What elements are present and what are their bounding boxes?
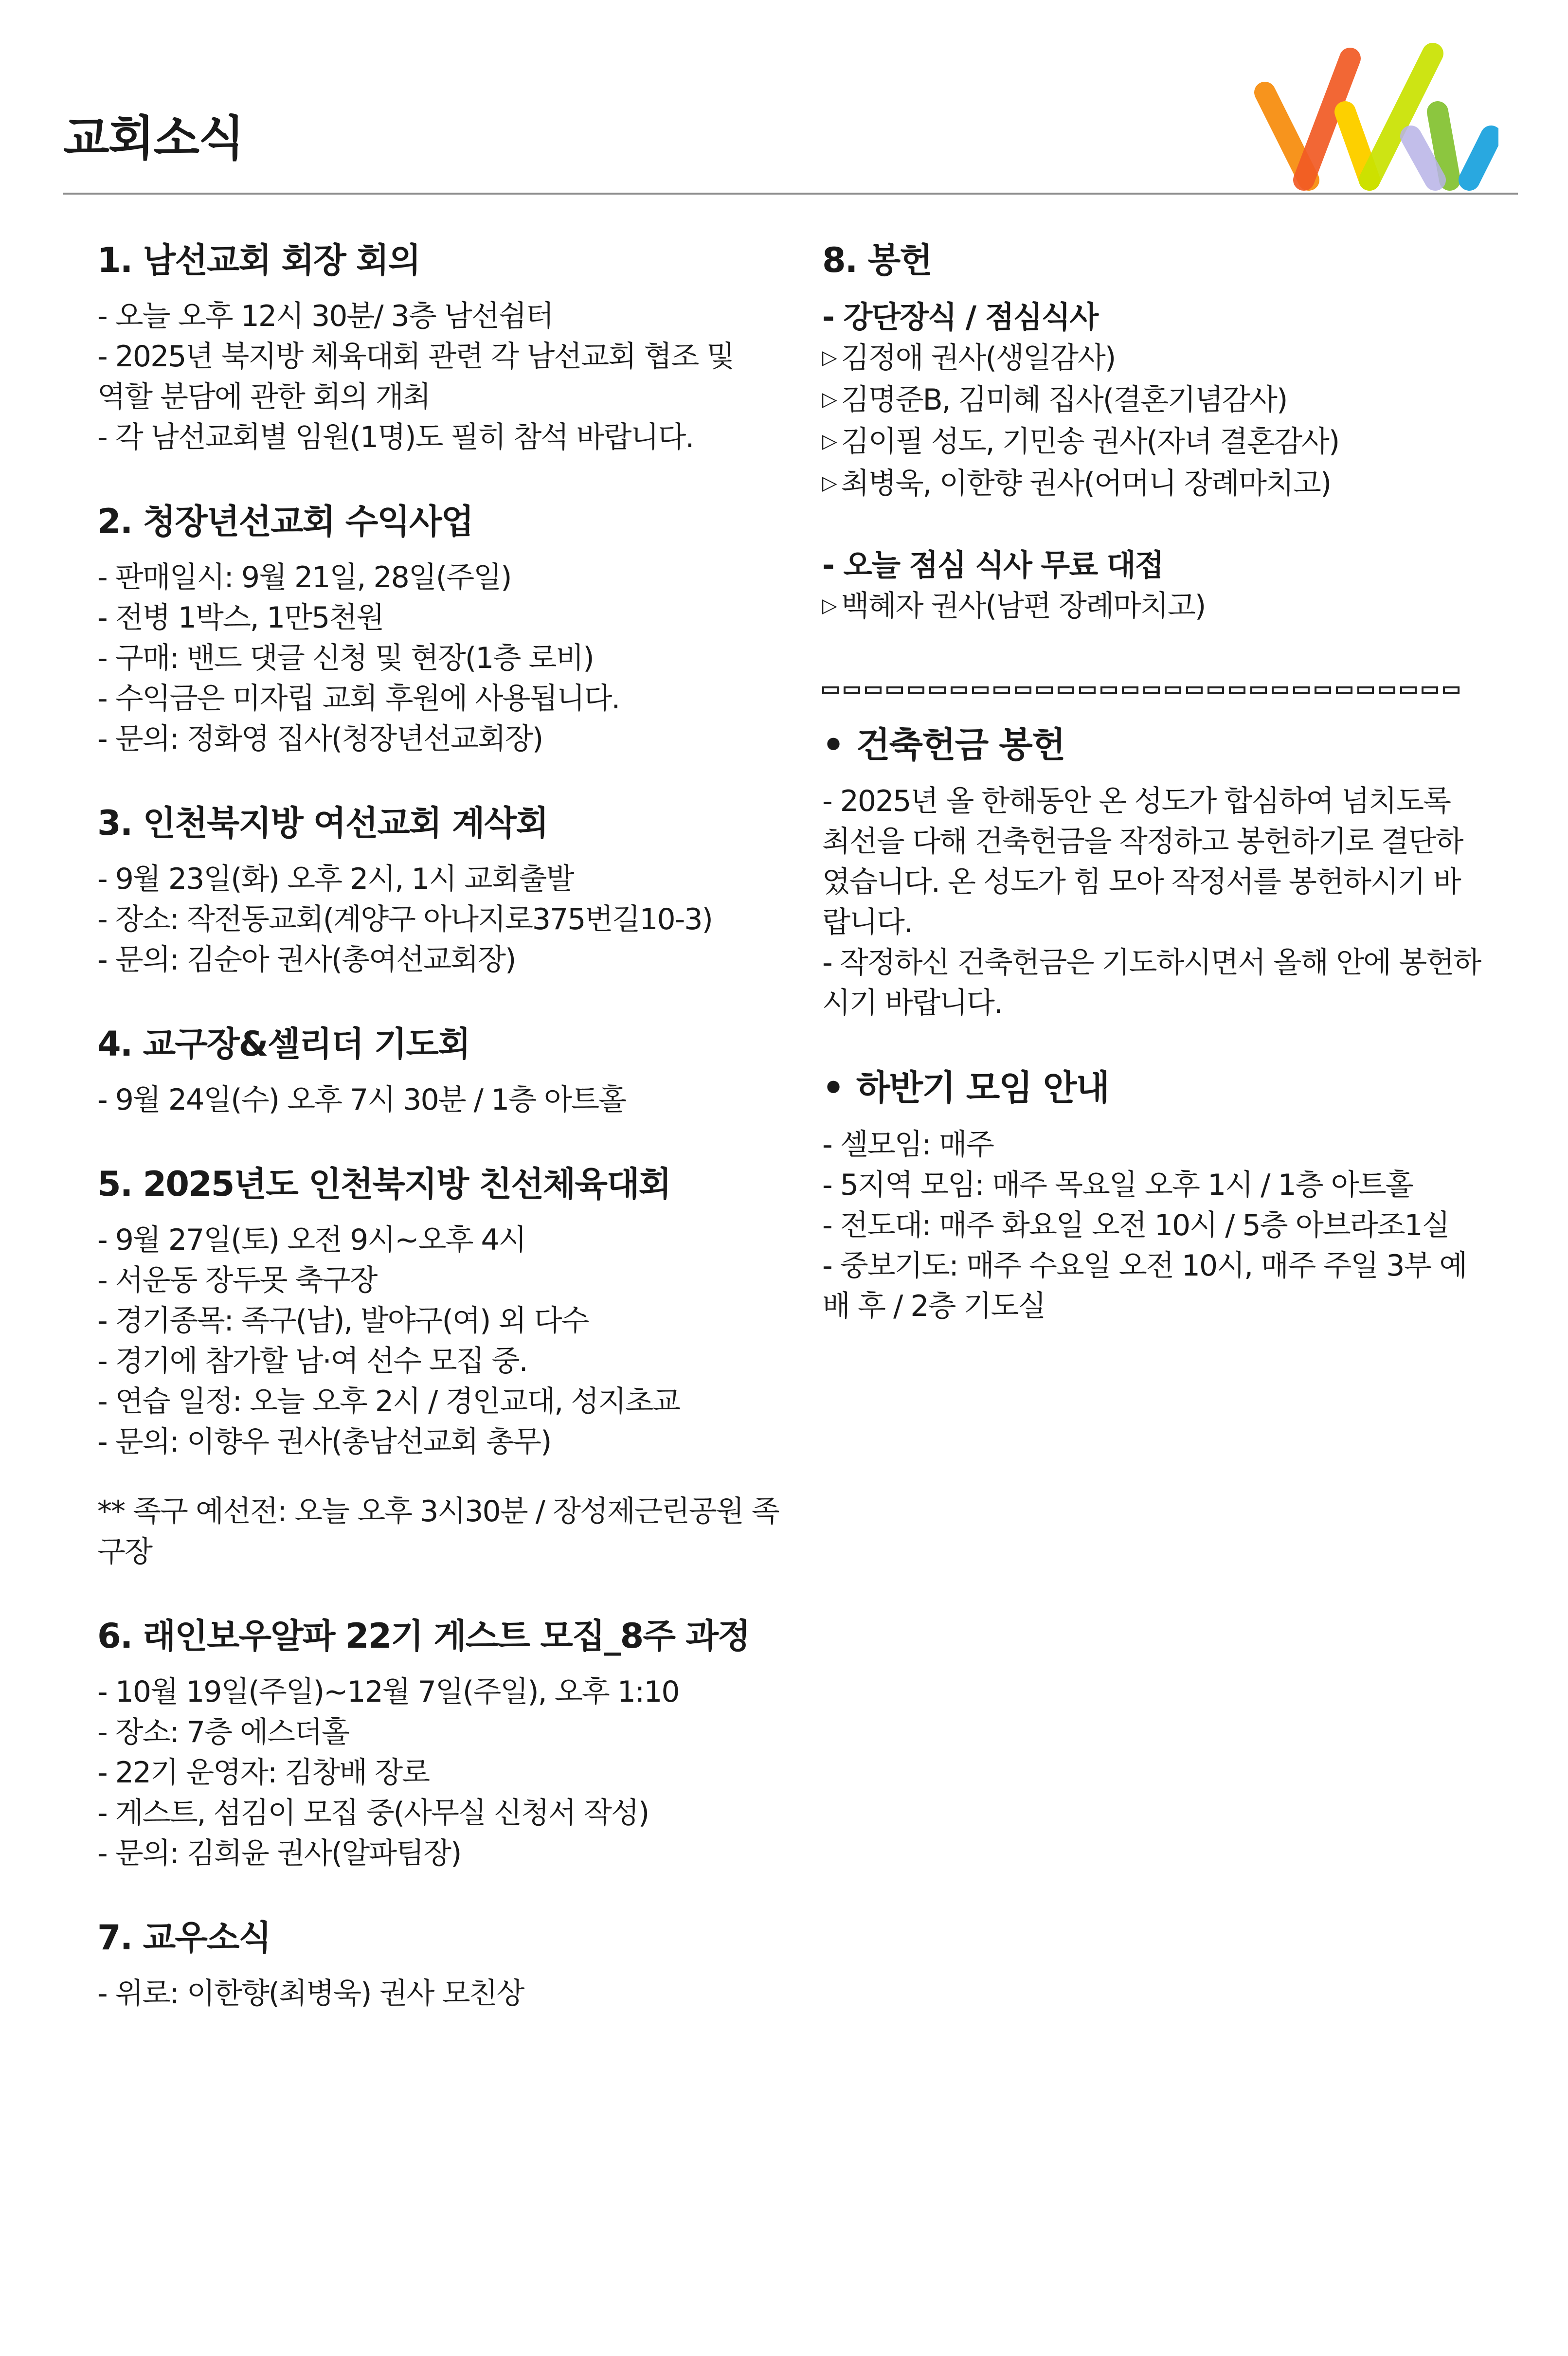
left-column <box>97 238 788 2056</box>
dash-segment <box>1422 686 1438 694</box>
section-line: - 경기에 참가할 남·여 선수 모집 중. <box>97 1344 527 1378</box>
dash-segment <box>844 686 860 694</box>
section-line: - 서운동 장두못 축구장 <box>97 1263 377 1297</box>
offering-item <box>822 586 1484 628</box>
section-line: 역할 분담에 관한 회의 개최 <box>97 380 430 414</box>
section-meetings <box>822 1065 1484 1327</box>
section-leaders-prayer <box>97 1022 788 1120</box>
section-line: - 전도대: 매주 화요일 오전 10시 / 5층 아브라조1실 <box>822 1208 1449 1242</box>
section-title-text: 건축헌금 봉헌 <box>856 724 1065 765</box>
dash-segment <box>1400 686 1417 694</box>
section-offering <box>822 238 1484 628</box>
section-line: - 각 남선교회별 임원(1명)도 필히 참석 바랍니다. <box>97 420 694 454</box>
section-men-mission-meeting <box>97 238 788 458</box>
section-line: - 문의: 김순아 권사(총여선교회장) <box>97 943 516 977</box>
section-line: - 판매일시: 9월 21일, 28일(주일) <box>97 560 511 594</box>
dash-segment <box>1100 686 1117 694</box>
section-line: - 수익금은 미자립 교회 후원에 사용됩니다. <box>97 682 620 716</box>
header-divider <box>63 193 1518 195</box>
section-line: - 5지역 모임: 매주 목요일 오후 1시 / 1층 아트홀 <box>822 1168 1413 1202</box>
dash-segment <box>1208 686 1224 694</box>
bullet-dot-icon: • <box>822 724 844 765</box>
dash-segment <box>1186 686 1203 694</box>
dash-segment <box>1272 686 1288 694</box>
section-line: - 오늘 오후 12시 30분/ 3층 남선쉼터 <box>97 299 553 333</box>
dash-segment <box>865 686 882 694</box>
section-line: - 9월 27일(토) 오전 9시~오후 4시 <box>97 1223 526 1257</box>
dash-segment <box>1122 686 1138 694</box>
section-member-news <box>97 1916 788 2014</box>
dash-segment <box>1165 686 1181 694</box>
offering-group-heading: - 오늘 점심 식사 무료 대접 <box>822 547 1163 583</box>
section-line: - 장소: 7층 에스더홀 <box>97 1715 349 1749</box>
dash-segment <box>1357 686 1374 694</box>
triangle-bullet-icon: ▷ <box>822 594 836 617</box>
section-paragraph: - 작정하신 건축헌금은 기도하시면서 올해 안에 봉헌하시기 바랍니다. <box>822 946 1481 1021</box>
section-title: 7. 교우소식 <box>97 1918 271 1958</box>
section-line: - 9월 23일(화) 오후 2시, 1시 교회출발 <box>97 862 574 896</box>
section-line: - 셀모임: 매주 <box>822 1127 993 1162</box>
dash-segment <box>951 686 967 694</box>
dashed-divider <box>822 686 1474 694</box>
dash-segment <box>1315 686 1331 694</box>
section-title: 2. 청장년선교회 수익사업 <box>97 502 473 541</box>
section-title: 4. 교구장&셀리더 기도회 <box>97 1024 470 1064</box>
section-title: 3. 인천북지방 여선교회 계삭회 <box>97 803 548 843</box>
triangle-bullet-icon: ▷ <box>822 388 836 411</box>
offering-item-text: 김명준B, 김미혜 집사(결혼기념감사) <box>841 382 1287 417</box>
offering-item <box>822 380 1484 422</box>
church-logo <box>1245 39 1498 195</box>
section-line: - 2025년 북지방 체육대회 관련 각 남선교회 협조 및 <box>97 340 734 374</box>
dash-segment <box>1293 686 1310 694</box>
section-line: - 연습 일정: 오늘 오후 2시 / 경인교대, 성지초교 <box>97 1385 680 1419</box>
offering-item-text: 김이필 성도, 기민송 권사(자녀 결혼감사) <box>841 424 1339 459</box>
dash-segment <box>1379 686 1395 694</box>
section-line: - 게스트, 섬김이 모집 중(사무실 신청서 작성) <box>97 1796 649 1830</box>
section-line: - 위로: 이한향(최병욱) 권사 모친상 <box>97 1977 524 2011</box>
section-women-mission-meeting <box>97 801 788 980</box>
section-title <box>822 722 1484 768</box>
triangle-bullet-icon: ▷ <box>822 430 836 452</box>
logo-stroke-blue <box>1469 136 1491 180</box>
dash-segment <box>1336 686 1352 694</box>
dash-segment <box>972 686 989 694</box>
section-line: - 9월 24일(수) 오후 7시 30분 / 1층 아트홀 <box>97 1083 626 1117</box>
section-line: - 문의: 이향우 권사(총남선교회 총무) <box>97 1425 551 1459</box>
section-sports-day <box>97 1162 788 1572</box>
offering-item <box>822 422 1484 464</box>
section-line: - 10월 19일(주일)~12월 7일(주일), 오후 1:10 <box>97 1675 679 1709</box>
section-title <box>822 1065 1484 1111</box>
section-title: 6. 래인보우알파 22기 게스트 모집_8주 과정 <box>97 1616 750 1656</box>
triangle-bullet-icon: ▷ <box>822 471 836 494</box>
right-column <box>822 238 1484 1368</box>
dash-segment <box>886 686 903 694</box>
offering-group-heading: - 강단장식 / 점심식사 <box>822 299 1098 335</box>
section-building-offering <box>822 722 1484 1024</box>
dash-segment <box>1250 686 1267 694</box>
dash-segment <box>993 686 1010 694</box>
offering-item <box>822 464 1484 505</box>
section-title: 1. 남선교회 회장 회의 <box>97 240 420 280</box>
offering-item-text: 백혜자 권사(남편 장례마치고) <box>841 589 1206 623</box>
section-alpha-course <box>97 1614 788 1874</box>
section-line: - 구매: 밴드 댓글 신청 및 현장(1층 로비) <box>97 641 594 675</box>
section-line: - 문의: 정화영 집사(청장년선교회장) <box>97 722 543 756</box>
section-young-adult-fundraiser <box>97 500 788 759</box>
dash-segment <box>908 686 924 694</box>
bullet-dot-icon: • <box>822 1067 844 1109</box>
dash-segment <box>1015 686 1031 694</box>
triangle-bullet-icon: ▷ <box>822 346 836 369</box>
section-line: - 장소: 작전동교회(계양구 아나지로375번길10-3) <box>97 902 712 936</box>
section-line: - 경기종목: 족구(남), 발야구(여) 외 다수 <box>97 1304 589 1338</box>
section-title-text: 하반기 모임 안내 <box>856 1067 1109 1109</box>
section-line: - 전병 1박스, 1만5천원 <box>97 601 384 635</box>
offering-item-text: 김정애 권사(생일감사) <box>841 341 1116 375</box>
section-paragraph: - 2025년 올 한해동안 온 성도가 합심하여 넘치도록 최선을 다해 건축헌금을 작정하고 봉헌하기로 결단하였습니다. 온 성도가 힘 모아 작정서를 봉헌하시기 바랍니다. <box>822 784 1463 940</box>
dash-segment <box>1036 686 1053 694</box>
dash-segment <box>1229 686 1245 694</box>
section-line: - 문의: 김희윤 권사(알파팀장) <box>97 1836 461 1870</box>
section-title: 5. 2025년도 인천북지방 친선체육대회 <box>97 1164 671 1204</box>
dash-segment <box>929 686 946 694</box>
page-title: 교회소식 <box>63 111 244 166</box>
dash-segment <box>1058 686 1074 694</box>
offering-item <box>822 338 1484 380</box>
offering-item-text: 최병욱, 이한향 권사(어머니 장례마치고) <box>841 466 1331 501</box>
dash-segment <box>1443 686 1460 694</box>
section-line: - 22기 운영자: 김창배 장로 <box>97 1756 430 1790</box>
dash-segment <box>1143 686 1160 694</box>
dash-segment <box>1079 686 1096 694</box>
section-note: ** 족구 예선전: 오늘 오후 3시30분 / 장성제근린공원 족구장 <box>97 1494 779 1569</box>
section-title: 8. 봉헌 <box>822 240 932 280</box>
section-line: - 중보기도: 매주 수요일 오전 10시, 매주 주일 3부 예배 후 / 2층 기도실 <box>822 1248 1467 1323</box>
dash-segment <box>822 686 839 694</box>
logo-stroke-lavender <box>1411 136 1435 180</box>
